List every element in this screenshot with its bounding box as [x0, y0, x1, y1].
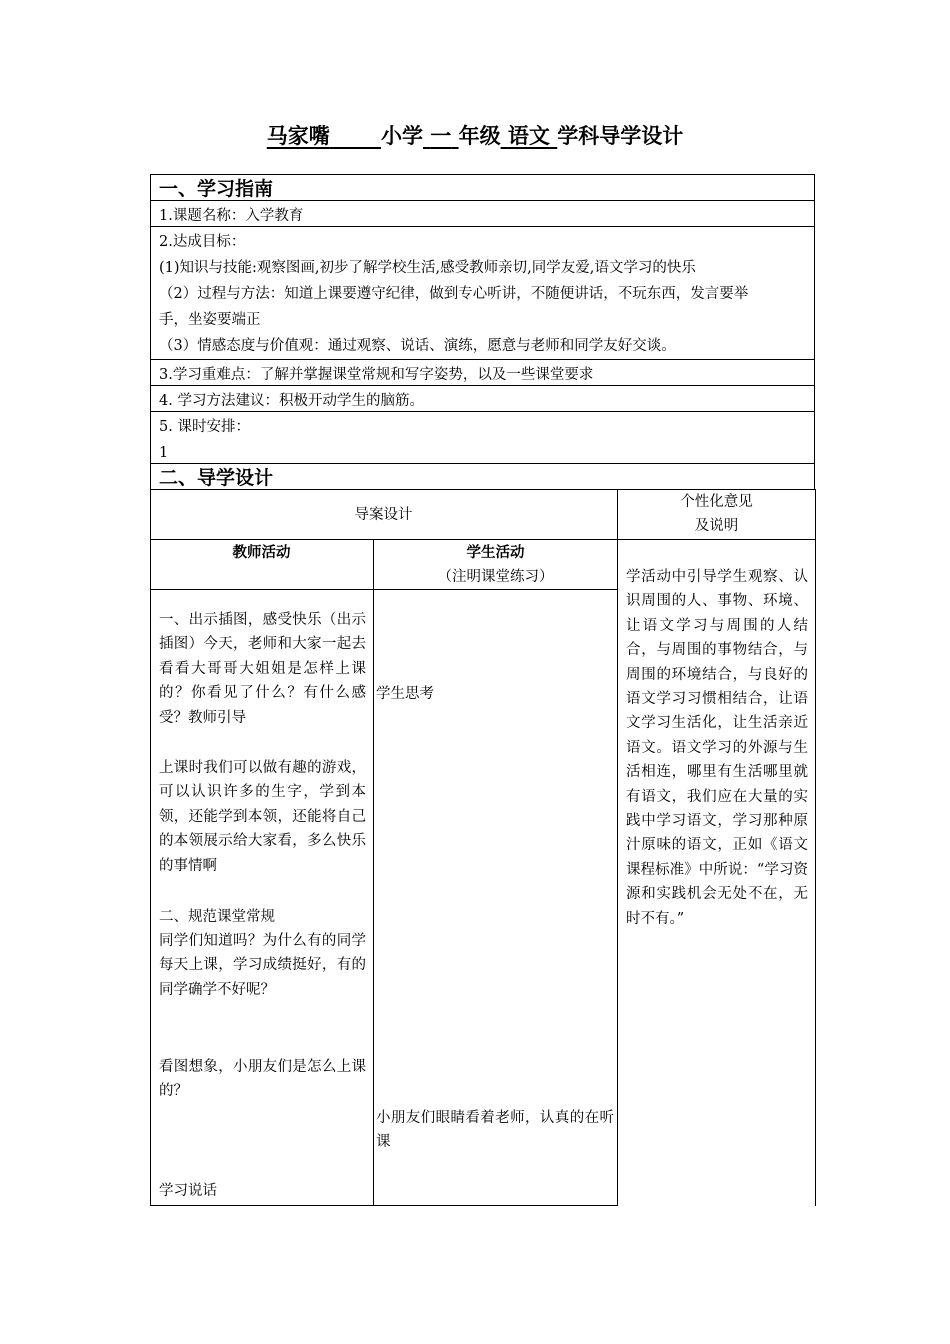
- personal-label: 个性化意见 及说明: [680, 494, 753, 535]
- learning-goals: [150, 226, 815, 359]
- section-heading-guide: 一、学习指南: [150, 174, 815, 200]
- key-points: 3.学习重难点：了解并掌握课堂常规和写字姿势，以及一些课堂要求: [150, 359, 815, 385]
- subject: 语文: [507, 124, 550, 148]
- page-title: [0, 118, 950, 154]
- grid-line: [150, 1205, 618, 1206]
- grid-line: [617, 489, 618, 1206]
- student-block-2: 小朋友们眼睛看着老师，认真的在听课: [376, 1110, 614, 1151]
- goal-attitude: （3）情感态度与价值观：通过观察、说话、演练，愿意与老师和同学友好交谈。: [159, 338, 676, 354]
- student-block-1: 学生思考: [376, 686, 434, 702]
- grid-line: [150, 489, 151, 1206]
- subject-suffix: 学科导学设计: [557, 124, 684, 148]
- student-activity-header: 学生活动 （注明课堂练习）: [374, 541, 617, 589]
- goals-heading: 2.达成目标：: [159, 234, 246, 250]
- grid-line: [150, 539, 816, 540]
- teacher-activity-header: 教师活动: [232, 545, 291, 561]
- school-name: 马家嘴: [266, 124, 330, 148]
- goal-process-line1: （2）过程与方法：知道上课要遵守纪律，做到专心听讲，不随便讲话，不玩东西，发言要举: [159, 286, 749, 302]
- lesson-schedule: [150, 411, 815, 463]
- grid-line: [373, 539, 374, 1206]
- teacher-block-3: 二、规范课堂常规: [159, 909, 275, 925]
- schedule-heading: 5. 课时安排：: [159, 419, 250, 435]
- personal-note: 学活动中引导学生观察、认识周围的人、事物、环境、让语文学习与周围的人结合，与周围的事物结合，与周围的环境结合，与良好的语文学习习惯相结合，让语文学习生活化，让生活亲近语文。语文学习的外源与生活相连，哪里有生活哪里就有语文，我们应在大量的实践中学习语文，学习那种原汁原味的语文，正如《语文课程标准》中所说：“学习资源和实践机会无处不在，无时不有。”: [626, 569, 808, 927]
- teacher-block-6: 学习说话: [159, 1183, 217, 1199]
- study-method: 4. 学习方法建议：积极开动学生的脑筋。: [150, 385, 815, 411]
- teacher-block-1: 一、出示插图，感受快乐（出示插图）今天，老师和大家一起去看看大哥哥大姐姐是怎样上课的？你看见了什么？有什么感受？教师引导: [159, 612, 366, 726]
- grade: 一: [430, 124, 452, 148]
- grid-line: [815, 489, 816, 1206]
- lesson-table: [150, 174, 815, 489]
- section-heading-design: 二、导学设计: [150, 463, 815, 489]
- teacher-block-2: 上课时我们可以做有趣的游戏，可以认识许多的生字，学到本领，还能学到本领，还能将自己的本领展示给大家看，多么快乐的事情啊: [159, 760, 366, 874]
- schedule-value: 1: [159, 445, 169, 461]
- teacher-block-5: 看图想象，小朋友们是怎么上课的？: [159, 1059, 366, 1100]
- lesson-topic: 1.课题名称：入学教育: [150, 200, 815, 226]
- grade-suffix: 年级: [458, 124, 501, 148]
- school-suffix: 小学: [380, 124, 423, 148]
- student-activity-subheader: （注明课堂练习）: [437, 569, 554, 585]
- teacher-block-4: 同学们知道吗？为什么有的同学每天上课，学习成绩挺好，有的同学确学不好呢？: [159, 933, 366, 998]
- design-label: 导案设计: [354, 507, 413, 523]
- goal-process-line2: 手，坐姿要端正: [159, 312, 261, 328]
- goal-knowledge: (1)知识与技能:观察图画,初步了解学校生活,感受教师亲切,同学友爱,语文学习的快乐: [159, 260, 696, 276]
